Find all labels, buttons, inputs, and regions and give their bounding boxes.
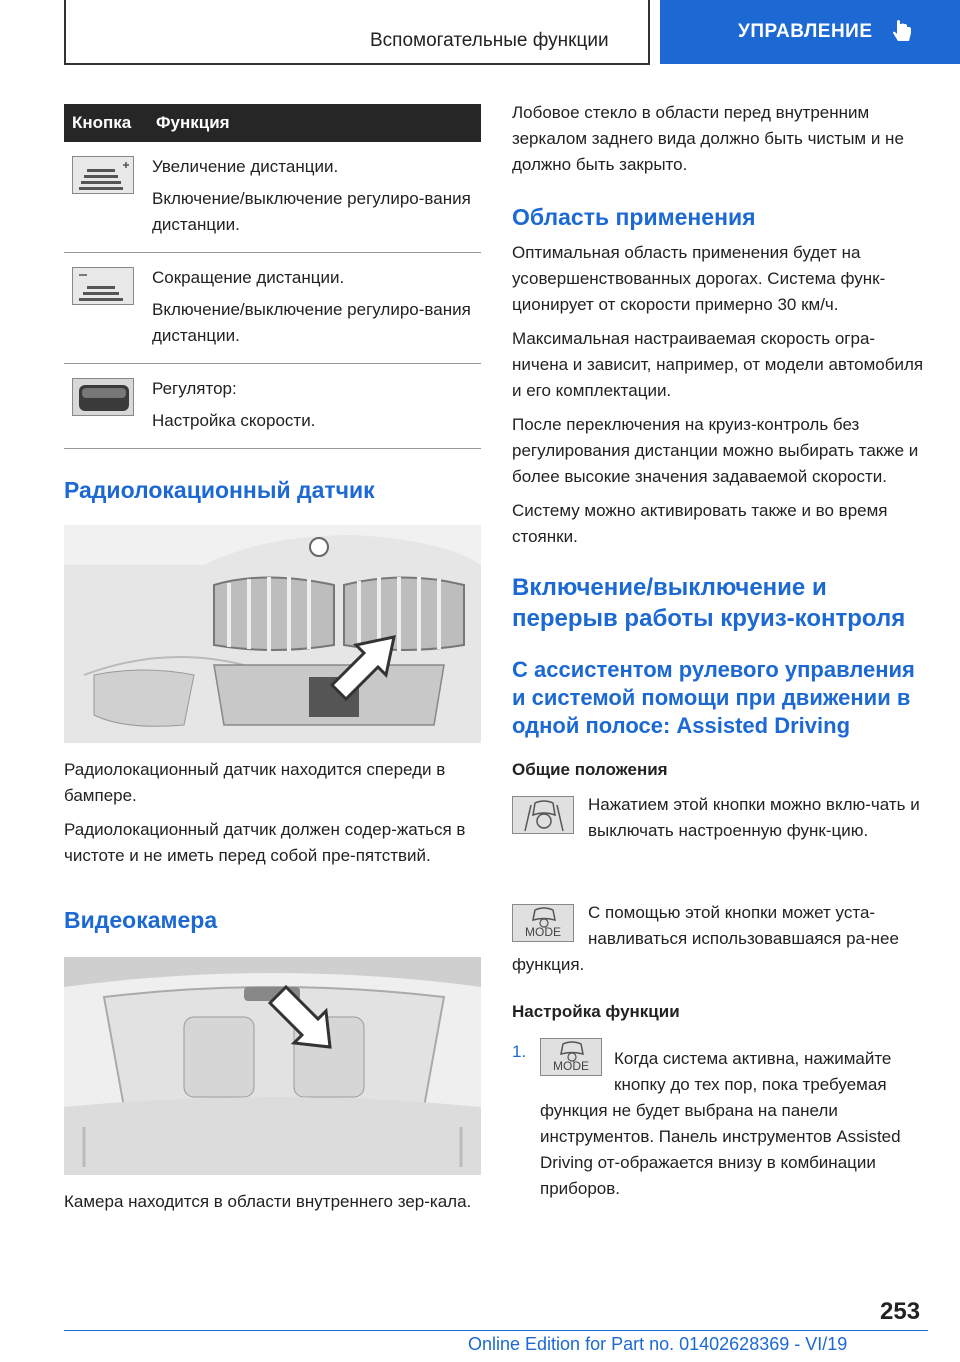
step-1 [512, 1038, 928, 1202]
radar-heading: Радиолокационный датчик [64, 477, 375, 503]
mode-button-icon [540, 1038, 602, 1076]
general-block-1 [512, 792, 928, 882]
hand-pointer-icon [889, 19, 915, 45]
camera-heading: Видеокамера [64, 907, 218, 933]
step-1-number: 1. [512, 1042, 527, 1061]
table-row [64, 253, 481, 364]
row3-line1: Регулятор: [152, 379, 237, 398]
camera-image [64, 957, 481, 1175]
general-text-2: С помощью этой кнопки может уста-навливаться использовавшаяся ра-нее функция. [512, 903, 899, 974]
header-rule-bottom [64, 63, 650, 65]
table-header-button: Кнопка [64, 104, 152, 142]
area-text-1: Оптимальная область применения будет на усовершенствованных дорогах. Система функ-ционирует от скорости примерно 30 км/ч. [512, 243, 886, 314]
page-number: 253 [880, 1298, 921, 1325]
setting-heading: Настройка функции [512, 1002, 680, 1021]
steering-assist-button-icon [512, 796, 574, 834]
area-heading: Область применения [512, 204, 756, 230]
rocker-switch-icon [72, 378, 134, 416]
general-text-1: Нажатием этой кнопки можно вклю-чать и выключать настроенную функ-цию. [588, 795, 920, 840]
mode-label: MODE [553, 1059, 589, 1073]
right-column [512, 100, 928, 1202]
header-rule-right [648, 0, 650, 64]
windshield-text: Лобовое стекло в области перед внутренним зеркалом заднего вида должно быть чистым и не должно быть закрыто. [512, 103, 904, 174]
general-block-2 [512, 900, 928, 990]
header-chapter-label: УПРАВЛЕНИЕ [738, 21, 873, 42]
radar-text-1: Радиолокационный датчик находится спереди в бампере. [64, 760, 446, 805]
table-header-function: Функция [152, 104, 481, 142]
distance-increase-icon [72, 156, 134, 194]
header-chapter-tab[interactable] [660, 0, 960, 64]
footer-edition: Online Edition for Part no. 01402628369 - VI/19 [468, 1334, 848, 1354]
general-heading: Общие положения [512, 760, 668, 779]
area-text-2: Максимальная настраиваемая скорость огра-ничена и зависит, например, от модели автомобиля и его комплектации. [512, 329, 924, 400]
radar-text-2: Радиолокационный датчик должен содер-жаться в чистоте и не иметь перед собой пре-пятствий. [64, 820, 466, 865]
area-text-4: Систему можно активировать также и во время стоянки. [512, 501, 888, 546]
button-function-table [64, 104, 481, 449]
left-column [64, 104, 481, 1215]
onoff-heading: Включение/выключение и перерыв работы круиз-контроля [512, 574, 906, 632]
table-row [64, 142, 481, 253]
row2-line2: Включение/выключение регулиро-вания дистанции. [152, 300, 471, 345]
footer-rule [64, 1330, 928, 1331]
radar-sensor-image [64, 525, 481, 743]
row2-line1: Сокращение дистанции. [152, 268, 345, 287]
row3-line2: Настройка скорости. [152, 411, 316, 430]
mode-button-icon [512, 904, 574, 942]
row1-line1: Увеличение дистанции. [152, 157, 339, 176]
camera-text-1: Камера находится в области внутреннего зер-кала. [64, 1192, 472, 1211]
distance-decrease-icon [72, 267, 134, 305]
header-rule-left [64, 0, 66, 64]
assisted-driving-heading: С ассистентом рулевого управления и системой помощи при движении в одной полосе: Assisted Driving [512, 657, 915, 738]
step-1-text: Когда система активна, нажимайте кнопку до тех пор, пока требуемая функция не будет выбрана на панели инструментов. Панель инструментов Assisted Driving от-ображается внизу в комбинации приборов. [540, 1049, 901, 1198]
area-text-3: После переключения на круиз-контроль без регулирования дистанции можно выбирать также и более высокие значения задаваемой скорости. [512, 415, 919, 486]
row1-line2: Включение/выключение регулиро-вания дистанции. [152, 189, 471, 234]
table-row [64, 364, 481, 449]
mode-label: MODE [525, 925, 561, 939]
header-section-title: Вспомогательные функции [370, 30, 609, 51]
